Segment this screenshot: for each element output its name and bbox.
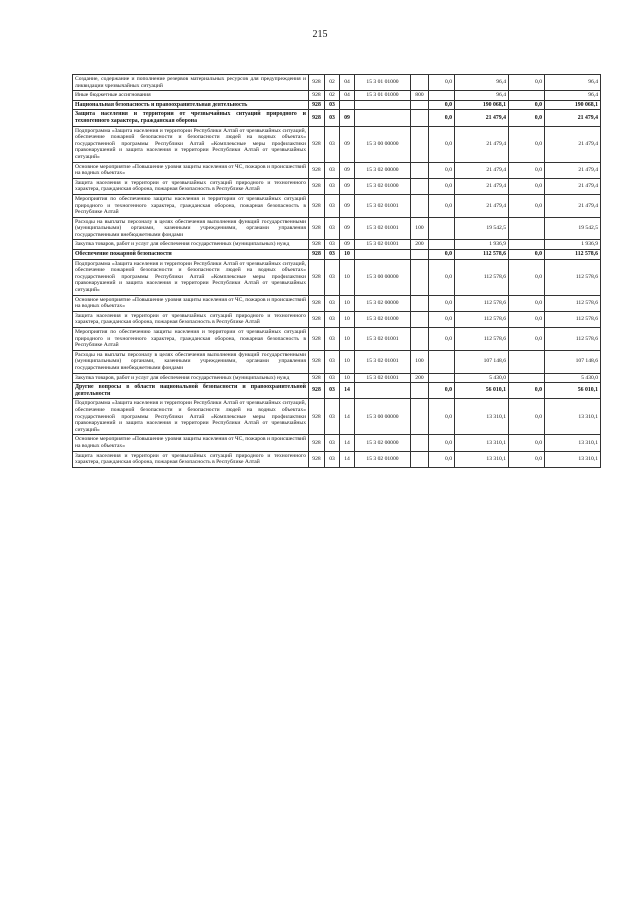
row-amount-4: 56 010,1: [545, 383, 601, 399]
row-amount-4: 21 479,4: [545, 126, 601, 162]
row-amount-4: 13 310,1: [545, 399, 601, 435]
row-rz-code: 02: [325, 91, 340, 101]
row-amount-4: 1 936,9: [545, 240, 601, 250]
row-gr-code: 928: [309, 75, 325, 91]
row-amount-2: 112 578,6: [455, 259, 509, 295]
row-amount-3: 0,0: [509, 259, 545, 295]
row-vr-code: [411, 178, 429, 194]
table-row: [73, 217, 601, 240]
row-amount-4: 112 578,6: [545, 311, 601, 327]
row-gr-code: 928: [309, 435, 325, 451]
row-name: Расходы на выплаты персоналу в целях обеспечения выполнения функций государственными (муниципальными) органами, казенными учреждениями, органами управления государственными внебюджетными фондами: [73, 217, 309, 240]
row-csr-code: 15 3 02 01001: [355, 350, 411, 373]
row-rz-code: 03: [325, 373, 340, 383]
row-vr-code: [411, 126, 429, 162]
row-rz-code: 03: [325, 178, 340, 194]
row-rz-code: 03: [325, 399, 340, 435]
row-amount-4: 13 310,1: [545, 451, 601, 467]
row-gr-code: 928: [309, 178, 325, 194]
row-amount-1: 0,0: [429, 399, 455, 435]
row-amount-2: 21 479,4: [455, 162, 509, 178]
row-gr-code: 928: [309, 373, 325, 383]
row-amount-4: 112 578,6: [545, 295, 601, 311]
row-csr-code: [355, 250, 411, 260]
row-amount-4: 190 068,1: [545, 100, 601, 110]
row-amount-3: 0,0: [509, 311, 545, 327]
row-amount-2: 13 310,1: [455, 435, 509, 451]
row-csr-code: 15 3 00 00000: [355, 126, 411, 162]
table-row: [73, 75, 601, 91]
row-pr-code: 09: [340, 217, 355, 240]
row-amount-4: 96,4: [545, 75, 601, 91]
table-row: [73, 194, 601, 217]
page-number: 215: [312, 29, 328, 40]
row-gr-code: 928: [309, 383, 325, 399]
row-amount-1: 0,0: [429, 75, 455, 91]
row-pr-code: 10: [340, 259, 355, 295]
table-row: [73, 240, 601, 250]
row-name: Основное мероприятие «Повышение уровня защиты населения от ЧС, пожаров и происшествий на водных объектах»: [73, 295, 309, 311]
row-rz-code: 03: [325, 162, 340, 178]
row-csr-code: 15 3 02 01001: [355, 328, 411, 351]
row-name: Создание, содержание и пополнение резервов материальных ресурсов для предупреждения и ликвидации чрезвычайных ситуаций: [73, 75, 309, 91]
row-rz-code: 03: [325, 259, 340, 295]
row-vr-code: 100: [411, 217, 429, 240]
row-amount-2: 190 068,1: [455, 100, 509, 110]
row-amount-3: [509, 350, 545, 373]
row-pr-code: 10: [340, 350, 355, 373]
row-rz-code: 02: [325, 75, 340, 91]
row-gr-code: 928: [309, 295, 325, 311]
row-name: Основное мероприятие «Повышение уровня защиты населения от ЧС, пожаров и происшествий на водных объектах»: [73, 435, 309, 451]
row-amount-3: 0,0: [509, 399, 545, 435]
row-amount-1: 0,0: [429, 435, 455, 451]
row-amount-4: 21 479,4: [545, 194, 601, 217]
row-amount-1: 0,0: [429, 162, 455, 178]
row-vr-code: [411, 295, 429, 311]
table-row: [73, 383, 601, 399]
table-row: [73, 100, 601, 110]
row-amount-2: 56 010,1: [455, 383, 509, 399]
row-amount-4: 107 148,6: [545, 350, 601, 373]
row-amount-1: 0,0: [429, 451, 455, 467]
row-rz-code: 03: [325, 217, 340, 240]
row-rz-code: 03: [325, 451, 340, 467]
row-amount-2: 21 479,4: [455, 126, 509, 162]
row-amount-1: 0,0: [429, 126, 455, 162]
row-csr-code: 15 3 00 00000: [355, 399, 411, 435]
row-amount-3: 0,0: [509, 383, 545, 399]
row-amount-3: 0,0: [509, 328, 545, 351]
row-csr-code: 15 3 02 00000: [355, 162, 411, 178]
row-name: Основное мероприятие «Повышение уровня защиты населения от ЧС, пожаров и происшествий на водных объектах»: [73, 162, 309, 178]
row-amount-3: 0,0: [509, 250, 545, 260]
row-amount-3: 0,0: [509, 194, 545, 217]
row-amount-2: 21 479,4: [455, 110, 509, 126]
row-rz-code: 03: [325, 383, 340, 399]
table-row: [73, 178, 601, 194]
row-name: Национальная безопасность и правоохранительная деятельность: [73, 100, 309, 110]
row-gr-code: 928: [309, 126, 325, 162]
row-amount-3: 0,0: [509, 110, 545, 126]
row-gr-code: 928: [309, 100, 325, 110]
row-amount-3: [509, 373, 545, 383]
row-amount-3: [509, 91, 545, 101]
table-row: [73, 250, 601, 260]
row-csr-code: 15 3 02 00000: [355, 435, 411, 451]
row-pr-code: 09: [340, 162, 355, 178]
row-csr-code: 15 3 02 01001: [355, 240, 411, 250]
row-name: Защита населения и территории от чрезвычайных ситуаций природного и техногенного характера, гражданская оборона, пожарная безопасность в Республике Алтай: [73, 178, 309, 194]
row-rz-code: 03: [325, 110, 340, 126]
row-amount-4: 112 578,6: [545, 328, 601, 351]
row-pr-code: 10: [340, 295, 355, 311]
row-rz-code: 03: [325, 350, 340, 373]
row-pr-code: 04: [340, 75, 355, 91]
row-amount-4: 96,4: [545, 91, 601, 101]
row-name: Закупка товаров, работ и услуг для обеспечения государственных (муниципальных) нужд: [73, 240, 309, 250]
row-amount-3: [509, 240, 545, 250]
row-pr-code: 09: [340, 110, 355, 126]
budget-table: [72, 74, 601, 468]
row-vr-code: [411, 194, 429, 217]
row-vr-code: 200: [411, 373, 429, 383]
table-row: [73, 162, 601, 178]
row-pr-code: 10: [340, 328, 355, 351]
row-vr-code: 800: [411, 91, 429, 101]
row-gr-code: 928: [309, 259, 325, 295]
table-row: [73, 399, 601, 435]
row-amount-1: 0,0: [429, 383, 455, 399]
row-amount-2: 5 430,0: [455, 373, 509, 383]
row-amount-1: [429, 240, 455, 250]
row-name: Обеспечение пожарной безопасности: [73, 250, 309, 260]
row-name: Мероприятия по обеспечению защиты населения и территории от чрезвычайных ситуаций природного и техногенного характера, гражданская оборона, пожарная безопасность в Республике Алтай: [73, 194, 309, 217]
row-rz-code: 03: [325, 328, 340, 351]
row-amount-1: 0,0: [429, 250, 455, 260]
row-rz-code: 03: [325, 295, 340, 311]
row-csr-code: 15 3 00 00000: [355, 259, 411, 295]
row-pr-code: 14: [340, 383, 355, 399]
row-gr-code: 928: [309, 240, 325, 250]
row-amount-2: 13 310,1: [455, 451, 509, 467]
row-gr-code: 928: [309, 110, 325, 126]
row-amount-3: 0,0: [509, 295, 545, 311]
row-pr-code: [340, 100, 355, 110]
row-pr-code: 09: [340, 194, 355, 217]
row-vr-code: [411, 328, 429, 351]
row-pr-code: 14: [340, 435, 355, 451]
row-gr-code: 928: [309, 311, 325, 327]
row-amount-1: [429, 350, 455, 373]
table-row: [73, 295, 601, 311]
row-amount-1: 0,0: [429, 295, 455, 311]
row-gr-code: 928: [309, 217, 325, 240]
row-pr-code: 09: [340, 240, 355, 250]
row-pr-code: 14: [340, 399, 355, 435]
row-pr-code: 14: [340, 451, 355, 467]
row-amount-4: 13 310,1: [545, 435, 601, 451]
row-vr-code: 200: [411, 240, 429, 250]
row-vr-code: [411, 250, 429, 260]
row-rz-code: 03: [325, 250, 340, 260]
row-vr-code: [411, 75, 429, 91]
row-amount-3: 0,0: [509, 178, 545, 194]
row-amount-3: 0,0: [509, 75, 545, 91]
row-pr-code: 09: [340, 126, 355, 162]
row-name: Защита населения и территории от чрезвычайных ситуаций природного и техногенного характера, гражданская оборона: [73, 110, 309, 126]
row-vr-code: [411, 311, 429, 327]
row-pr-code: 04: [340, 91, 355, 101]
row-gr-code: 928: [309, 194, 325, 217]
row-csr-code: 15 3 02 00000: [355, 295, 411, 311]
row-rz-code: 03: [325, 311, 340, 327]
row-vr-code: [411, 100, 429, 110]
row-gr-code: 928: [309, 162, 325, 178]
table-row: [73, 126, 601, 162]
row-amount-3: 0,0: [509, 126, 545, 162]
table-row: [73, 311, 601, 327]
row-amount-1: 0,0: [429, 110, 455, 126]
row-name: Иные бюджетные ассигнования: [73, 91, 309, 101]
row-pr-code: 10: [340, 311, 355, 327]
row-amount-1: 0,0: [429, 100, 455, 110]
row-amount-1: [429, 91, 455, 101]
row-amount-4: 21 479,4: [545, 178, 601, 194]
row-amount-1: [429, 217, 455, 240]
row-gr-code: 928: [309, 350, 325, 373]
row-csr-code: 15 3 02 01000: [355, 311, 411, 327]
row-csr-code: 15 3 02 01001: [355, 194, 411, 217]
table-row: [73, 373, 601, 383]
table-row: [73, 350, 601, 373]
row-amount-4: 19 542,5: [545, 217, 601, 240]
row-amount-4: 21 479,4: [545, 110, 601, 126]
row-amount-2: 1 936,9: [455, 240, 509, 250]
row-csr-code: 15 3 02 01000: [355, 178, 411, 194]
row-amount-4: 112 578,6: [545, 250, 601, 260]
row-gr-code: 928: [309, 451, 325, 467]
row-name: Другие вопросы в области национальной безопасности и правоохранительной деятельности: [73, 383, 309, 399]
row-amount-2: 112 578,6: [455, 250, 509, 260]
row-name: Мероприятия по обеспечению защиты населения и территории от чрезвычайных ситуаций природного и техногенного характера, гражданская оборона, пожарная безопасность в Республике Алтай: [73, 328, 309, 351]
row-csr-code: 15 3 02 01000: [355, 451, 411, 467]
row-csr-code: [355, 383, 411, 399]
row-amount-2: 112 578,6: [455, 295, 509, 311]
row-rz-code: 03: [325, 240, 340, 250]
row-amount-3: 0,0: [509, 435, 545, 451]
row-amount-3: 0,0: [509, 162, 545, 178]
row-pr-code: 09: [340, 178, 355, 194]
table-row: [73, 259, 601, 295]
row-rz-code: 03: [325, 100, 340, 110]
row-name: Подпрограмма «Защита населения и территории Республики Алтай от чрезвычайных ситуаций, обеспечение пожарной безопасности и безопасности людей на водных объектах» государственной программы Республики Алтай «Комплексные меры профилактики правонарушений и защита населения и территории Республики Алтай от чрезвычайных ситуаций»: [73, 399, 309, 435]
row-vr-code: [411, 383, 429, 399]
row-amount-2: 21 479,4: [455, 194, 509, 217]
row-rz-code: 03: [325, 435, 340, 451]
row-rz-code: 03: [325, 126, 340, 162]
table-row: [73, 451, 601, 467]
row-gr-code: 928: [309, 91, 325, 101]
row-gr-code: 928: [309, 328, 325, 351]
row-gr-code: 928: [309, 250, 325, 260]
row-amount-3: 0,0: [509, 100, 545, 110]
row-amount-3: [509, 217, 545, 240]
table-row: [73, 328, 601, 351]
row-name: Подпрограмма «Защита населения и территории Республики Алтай от чрезвычайных ситуаций, обеспечение пожарной безопасности и безопасности людей на водных объектах» государственной программы Республики Алтай «Комплексные меры профилактики правонарушений и защита населения и территории Республики Алтай от чрезвычайных ситуаций»: [73, 126, 309, 162]
row-amount-1: 0,0: [429, 178, 455, 194]
row-amount-1: 0,0: [429, 311, 455, 327]
row-amount-1: [429, 373, 455, 383]
row-pr-code: 10: [340, 250, 355, 260]
row-vr-code: 100: [411, 350, 429, 373]
row-amount-2: 96,4: [455, 91, 509, 101]
row-vr-code: [411, 451, 429, 467]
row-amount-2: 19 542,5: [455, 217, 509, 240]
table-row: [73, 91, 601, 101]
table-row: [73, 110, 601, 126]
row-csr-code: 15 3 02 01001: [355, 217, 411, 240]
row-vr-code: [411, 399, 429, 435]
row-amount-2: 112 578,6: [455, 328, 509, 351]
row-pr-code: 10: [340, 373, 355, 383]
row-amount-2: 21 479,4: [455, 178, 509, 194]
row-amount-2: 96,4: [455, 75, 509, 91]
row-csr-code: [355, 110, 411, 126]
row-amount-1: 0,0: [429, 194, 455, 217]
row-amount-4: 21 479,4: [545, 162, 601, 178]
row-name: Закупка товаров, работ и услуг для обеспечения государственных (муниципальных) нужд: [73, 373, 309, 383]
row-name: Расходы на выплаты персоналу в целях обеспечения выполнения функций государственными (муниципальными) органами, казенными учреждениями, органами управления государственными внебюджетными фондами: [73, 350, 309, 373]
row-amount-2: 112 578,6: [455, 311, 509, 327]
row-amount-4: 5 430,0: [545, 373, 601, 383]
row-gr-code: 928: [309, 399, 325, 435]
row-amount-2: 13 310,1: [455, 399, 509, 435]
row-rz-code: 03: [325, 194, 340, 217]
row-vr-code: [411, 162, 429, 178]
row-amount-1: 0,0: [429, 328, 455, 351]
budget-table-body: [73, 75, 601, 468]
row-vr-code: [411, 259, 429, 295]
row-csr-code: 15 3 01 01000: [355, 91, 411, 101]
row-amount-4: 112 578,6: [545, 259, 601, 295]
row-vr-code: [411, 435, 429, 451]
row-csr-code: [355, 100, 411, 110]
row-vr-code: [411, 110, 429, 126]
table-row: [73, 435, 601, 451]
row-name: Подпрограмма «Защита населения и территории Республики Алтай от чрезвычайных ситуаций, обеспечение пожарной безопасности и безопасности людей на водных объектах» государственной программы Республики Алтай «Комплексные меры профилактики правонарушений и защита населения и территории Республики Алтай от чрезвычайных ситуаций»: [73, 259, 309, 295]
row-amount-1: 0,0: [429, 259, 455, 295]
row-amount-3: 0,0: [509, 451, 545, 467]
row-name: Защита населения и территории от чрезвычайных ситуаций природного и техногенного характера, гражданская оборона, пожарная безопасность в Республике Алтай: [73, 451, 309, 467]
row-name: Защита населения и территории от чрезвычайных ситуаций природного и техногенного характера, гражданская оборона, пожарная безопасность в Республике Алтай: [73, 311, 309, 327]
row-csr-code: 15 3 01 01000: [355, 75, 411, 91]
row-csr-code: 15 3 02 01001: [355, 373, 411, 383]
row-amount-2: 107 148,6: [455, 350, 509, 373]
